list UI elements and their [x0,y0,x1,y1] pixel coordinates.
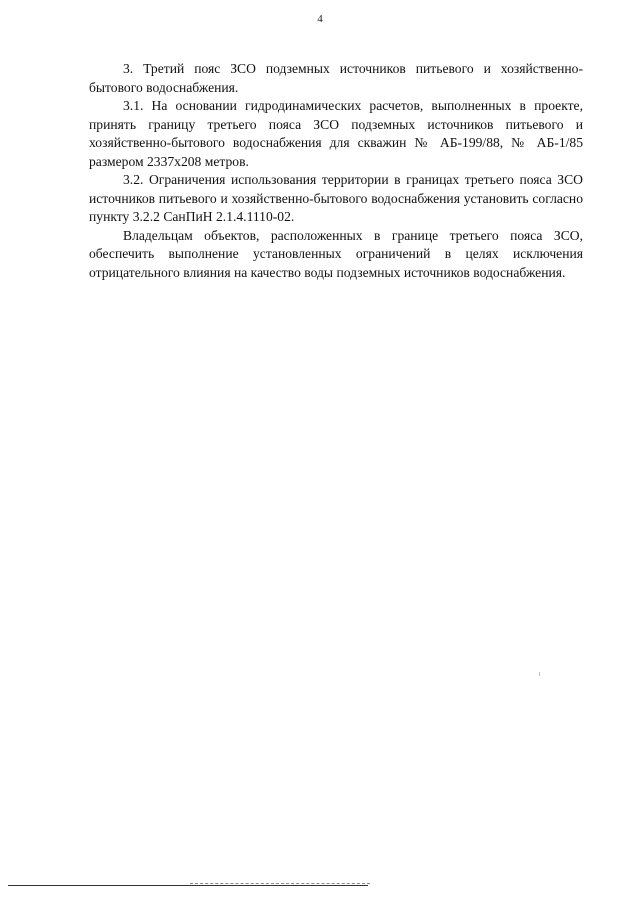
scan-speck [539,672,540,676]
section-3-heading: 3. Третий пояс ЗСО подземных источников питьевого и хозяйственно-бытового водоснабжения. [89,61,583,95]
page-number: 4 [317,13,323,25]
section-3-1-paragraph: 3.1. На основании гидродинамических расчетов, выполненных в проекте, принять границу третьего пояса ЗСО подземных источников питьевого и хозяйственно-бытового водоснабжения для скважин № АБ-199/88, № АБ-1/85 размером 2337х208 метров. [89,98,583,169]
owners-obligation-paragraph: Владельцам объектов, расположенных в границе третьего пояса ЗСО, обеспечить выполнение установленных ограничений в целях исключения отрицательного влияния на качество воды подземных источников водоснабжения. [89,227,583,280]
bottom-scan-line [8,885,368,886]
section-3-2-paragraph: 3.2. Ограничения использования территории в границах третьего пояса ЗСО источников питьевого и хозяйственно-бытового водоснабжения установить согласно пункту 3.2.2 СанПиН 2.1.4.1110-02. [89,172,583,224]
document-body [89,60,583,282]
bottom-scan-dashes [190,883,370,884]
